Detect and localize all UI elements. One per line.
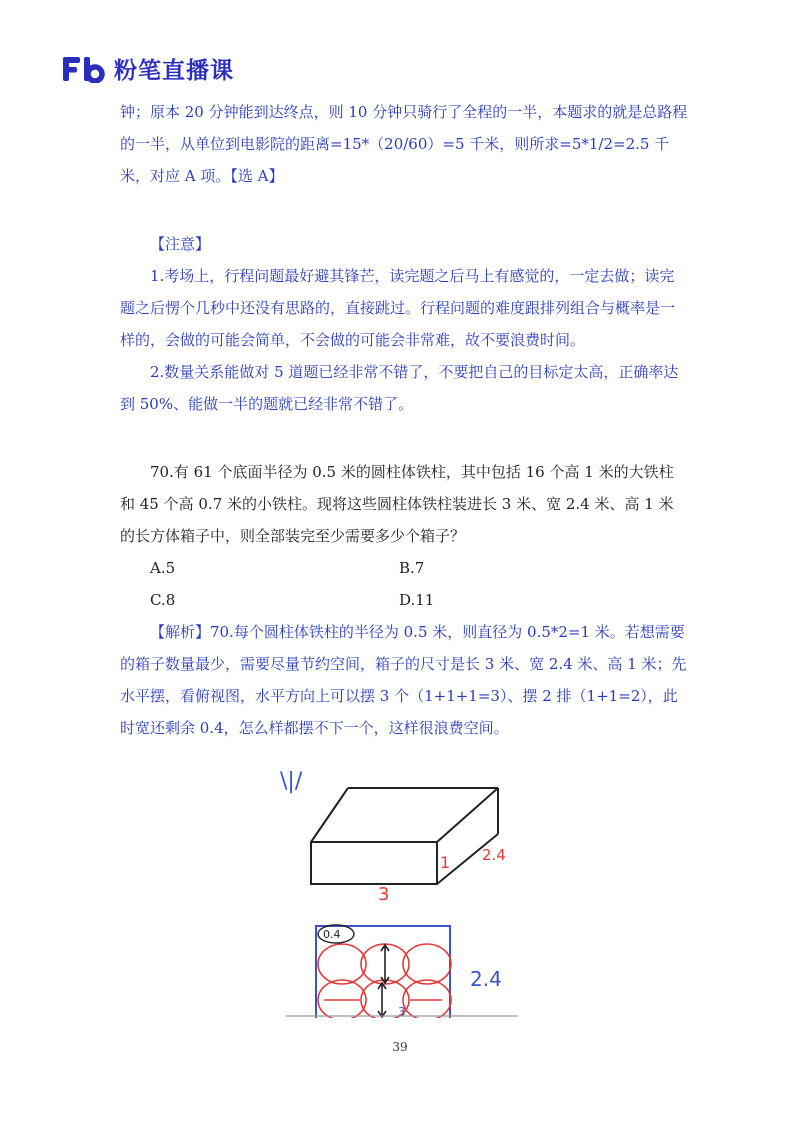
analysis-paragraph (120, 616, 688, 744)
answer-options (120, 552, 688, 616)
box-perspective-drawing (311, 788, 498, 884)
page-number: 39 (392, 1040, 408, 1054)
box-height-label: 1 (440, 853, 451, 872)
note-title: 【注意】 (150, 235, 211, 253)
box-width-label: 2.4 (482, 846, 506, 864)
analysis-text: 70.每个圆柱体铁柱的半径为 0.5 米，则直径为 0.5*2=1 米。若想需要的箱子数量最少，需要尽量节约空间，箱子的尺寸是长 3 米、宽 2.4 米、高 1 米；先水平摆，看俯视图，水平方向上可以摆 3 个（1+1+1=3）、摆 2 排（1+1=2），此时宽还剩余 0.4，怎么样都摆不下一个，这样很浪费空间。 (120, 623, 687, 737)
option-c: C.8 (150, 591, 176, 609)
question-stem: 70.有 61 个底面半径为 0.5 米的圆柱体铁柱，其中包括 16 个高 1 米的大铁柱和 45 个高 0.7 米的小铁柱。现将这些圆柱体铁柱装进长 3 米、宽 2.4 米、高 1 米的长方体箱子中，则全部装完至少需要多少个箱子？ (120, 463, 674, 545)
top-view-bottom-label: 3 (398, 1005, 406, 1018)
option-b: B.7 (399, 559, 425, 577)
fenbi-logo-icon (62, 55, 106, 83)
note-item-2: 2.数量关系能做对 5 道题已经非常不错了，不要把自己的目标定太高，正确率达到 50%、能做一半的题就已经非常不错了。 (120, 363, 679, 413)
brand-name: 粉笔直播课 (114, 58, 234, 84)
sketch-figure (120, 748, 688, 1022)
option-d: D.11 (399, 591, 435, 609)
sketch-top-mark: \|/ (280, 769, 303, 794)
box-length-label: 3 (378, 884, 390, 905)
top-view-side-label: 2.4 (470, 967, 502, 991)
analysis-label: 【解析】 (150, 623, 211, 641)
continuation-paragraph: 钟；原本 20 分钟能到达终点，则 10 分钟只骑行了全程的一半，本题求的就是总路程的一半，从单位到电影院的距离=15*（20/60）=5 千米，则所求=5*1/2=2.5 千米，对应 A 项。【选 A】 (120, 103, 688, 185)
page-content (120, 96, 688, 1022)
note-item-1: 1.考场上，行程问题最好避其锋芒，读完题之后马上有感觉的，一定去做；读完题之后愣个几秒中还没有思路的，直接跳过。行程问题的难度跟排列组合与概率是一样的，会做的可能会简单，不会做的可能会非常难，故不要浪费时间。 (120, 267, 676, 349)
option-a: A.5 (150, 559, 176, 577)
gap-label: 0.4 (323, 928, 341, 941)
header (62, 52, 234, 85)
handwritten-sketch (120, 748, 688, 1018)
